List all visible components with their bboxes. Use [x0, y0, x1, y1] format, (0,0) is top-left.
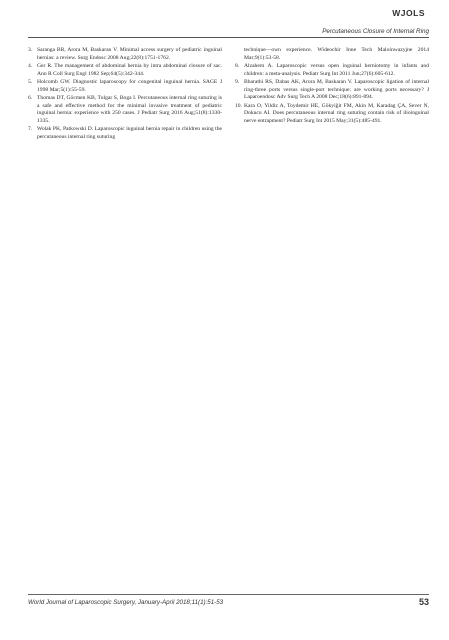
running-title: Percutaneous Closure of Internal Ring — [28, 28, 429, 38]
reference-item — [235, 79, 429, 102]
reference-item — [28, 47, 222, 62]
reference-item — [28, 126, 222, 141]
page-footer — [28, 594, 429, 607]
reference-text: Saranga BR, Arora M, Baskaran V. Minimal access surgery of pediatric inguinal hernias: a review. Surg Endosc 2008 Aug;22(8):1751-1762. — [37, 47, 222, 61]
reference-text: Alzahem A. Laparoscopic versus open inguinal herniotomy in infants and children: a meta-analysis. Pediatr Surg Int 2011 Jun;27(6):605-612. — [244, 63, 429, 77]
reference-number — [235, 47, 244, 62]
reference-list — [28, 47, 429, 142]
reference-text: Wolak PK, Patkowski D. Laparoscopic inguinal hernia repair in children using the percutaneous internal ring suturing — [37, 126, 222, 141]
reference-item — [28, 63, 222, 78]
reference-text: Holcomb GW. Diagnostic laparoscopy for congenital inguinal hernia. SAGE J 1998 Mar;5(1):55-59. — [37, 79, 222, 93]
reference-item — [235, 63, 429, 78]
reference-number: 7. — [28, 126, 33, 133]
reference-number: 6. — [28, 95, 33, 101]
reference-text: Kara O, Yildiz A, Toydemir HE, Gökyiğit FM, Akin M, Karadag ÇA, Sever N, Dokucu AI. Does percutaneous internal ring suturing contain risk of ilioinguinal nerve entrapment? Pediatr Surg Int 2015 May;31(5):485-491. — [244, 102, 429, 125]
reference-item — [235, 47, 429, 62]
reference-text: Ger R. The management of abdominal hernia by intra abdominal closure of sac. Ann R Coll Surg Engl 1982 Sep;64(5):342-344. — [37, 63, 222, 77]
reference-number: 3. — [28, 47, 33, 53]
reference-number: 8. — [235, 63, 240, 69]
reference-column-right — [235, 47, 429, 142]
reference-number: 9. — [235, 79, 240, 85]
reference-text: Bharathi RS, Dabas AK, Arora M, Baskaran V. Laparoscopic ligation of internal ring-three ports versus single-port technique: are working ports necessary? J Laparoendosc Adv Surg Tech A 2008 Dec;18(6):891-894. — [244, 79, 429, 101]
reference-text: Thomas DT, Göcmen KB, Tulgar S, Boga I. Percutaneous internal ring suturing is a safe and effective method for the minimal invasive treatment of pediatric inguinal hernia: experience with 250 cases. J Pediatr Surg 2016 Aug;51(8):1330-1335. — [37, 95, 222, 125]
reference-number: 4. — [28, 63, 33, 69]
footer-journal-citation: World Journal of Laparoscopic Surgery, January-April 2018;11(1):51-53 — [28, 598, 224, 606]
reference-item — [28, 95, 222, 126]
journal-tag: WJOLS — [392, 8, 425, 18]
page-number: 53 — [418, 597, 429, 607]
reference-item — [28, 79, 222, 94]
reference-item — [235, 103, 429, 126]
reference-number: 5. — [28, 79, 33, 85]
reference-number: 10. — [235, 102, 242, 109]
reference-text: technique—own experience. Wideochir Inne Tech Maloinwazyjne 2014 Mar;9(1):53-58. — [244, 47, 429, 61]
reference-column-left — [28, 47, 222, 142]
